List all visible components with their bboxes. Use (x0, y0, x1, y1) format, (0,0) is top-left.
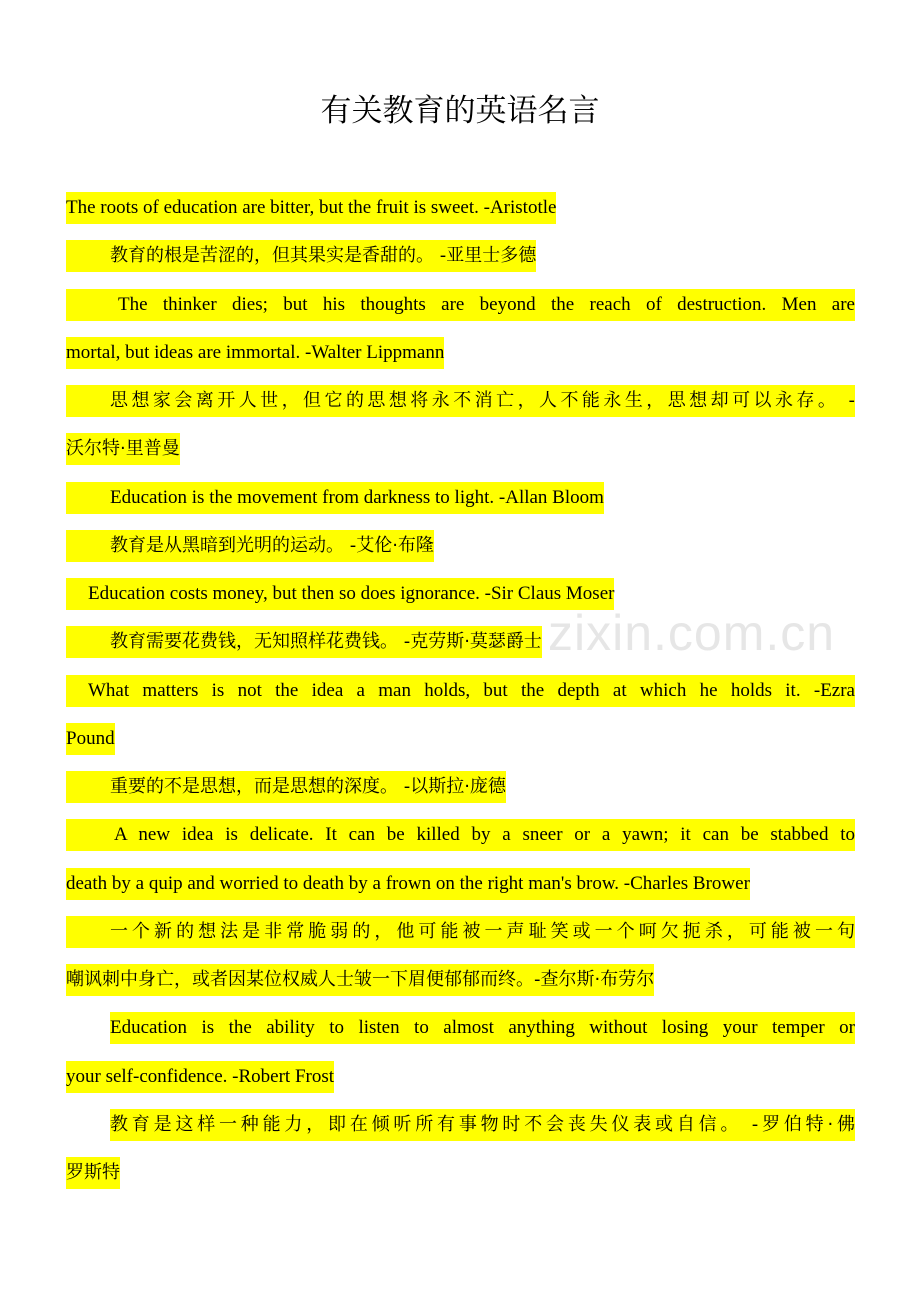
quote-2-english-line-1: The thinker dies; but his thoughts are beyond the reach of destruction. Men are (66, 289, 855, 321)
page-title: 有关教育的英语名言 (320, 93, 600, 129)
quote-4-english-line-1: Education costs money, but then so does ignorance. -Sir Claus Moser (66, 578, 855, 610)
quote-5-chinese-line-1: 重要的不是思想，而是思想的深度。 -以斯拉·庞德 (66, 771, 855, 803)
quote-7-chinese-line-1: 教育是这样一种能力，即在倾听所有事物时不会丧失仪表或自信。 -罗伯特·佛 (110, 1109, 855, 1141)
watermark: zixin.com.cn (548, 605, 836, 661)
quote-2-chinese-line-1: 思想家会离开人世，但它的思想将永不消亡，人不能永生，思想却可以永存。 - (66, 385, 855, 417)
quote-6-english-line-2: death by a quip and worried to death by a frown on the right man's brow. -Charles Brower (66, 868, 855, 900)
quote-1-english-line-1: The roots of education are bitter, but the fruit is sweet. -Aristotle (66, 192, 855, 224)
quote-6-chinese-line-2: 嘲讽刺中身亡，或者因某位权威人士皱一下眉便郁郁而终。-查尔斯·布劳尔 (66, 964, 855, 996)
quote-1-chinese-line-1: 教育的根是苦涩的，但其果实是香甜的。 -亚里士多德 (66, 240, 855, 272)
quote-7-english-line-2: your self-confidence. -Robert Frost (66, 1061, 855, 1093)
quote-3-chinese-line-1: 教育是从黑暗到光明的运动。 -艾伦·布隆 (66, 530, 855, 562)
quote-4-chinese-line-1: 教育需要花费钱，无知照样花费钱。 -克劳斯·莫瑟爵士 (66, 626, 855, 658)
quote-3-english-line-1: Education is the movement from darkness to light. -Allan Bloom (66, 482, 855, 514)
quote-5-english-line-2: Pound (66, 723, 855, 755)
quote-5-english-line-1: What matters is not the idea a man holds, but the depth at which he holds it. -Ezra (66, 675, 855, 707)
quote-7-english-line-1: Education is the ability to listen to almost anything without losing your temper or (110, 1012, 855, 1044)
quote-7-chinese-line-2: 罗斯特 (66, 1157, 855, 1189)
quote-6-english-line-1: A new idea is delicate. It can be killed by a sneer or a yawn; it can be stabbed to (66, 819, 855, 851)
quote-6-chinese-line-1: 一个新的想法是非常脆弱的，他可能被一声耻笑或一个呵欠扼杀，可能被一句 (66, 916, 855, 948)
quote-2-english-line-2: mortal, but ideas are immortal. -Walter Lippmann (66, 337, 855, 369)
quote-2-chinese-line-2: 沃尔特·里普曼 (66, 433, 855, 465)
